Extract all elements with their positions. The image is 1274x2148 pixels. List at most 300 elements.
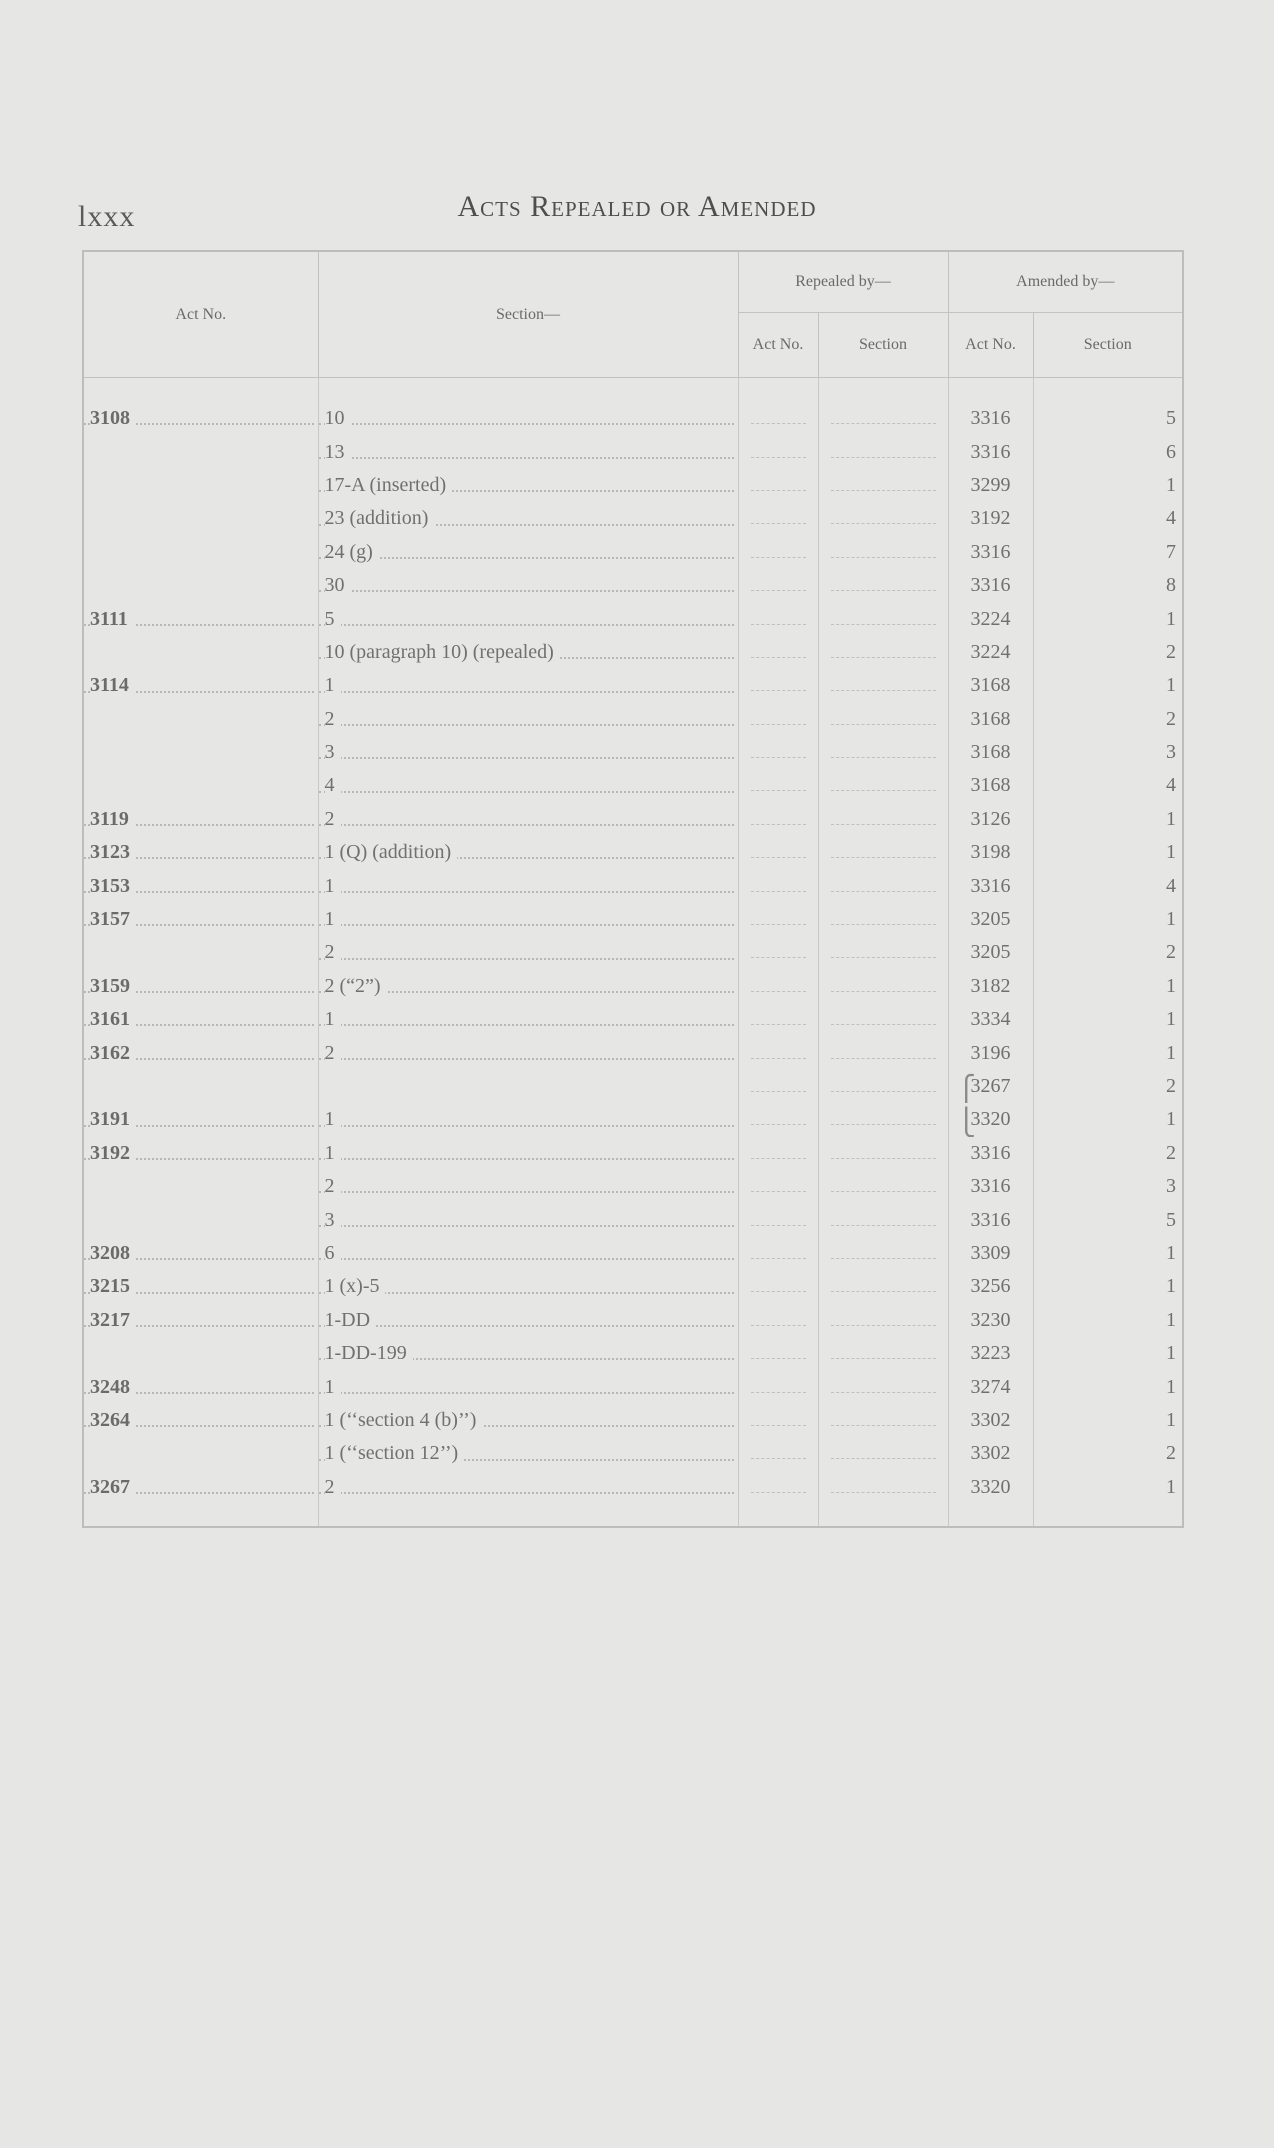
repealed-act-cell <box>738 469 818 502</box>
repealed-section-cell <box>818 903 948 936</box>
amended-act-cell <box>948 1170 1033 1203</box>
repealed-section-cell <box>818 736 948 769</box>
table-row <box>83 769 1183 802</box>
table-row <box>83 1103 1183 1136</box>
header-section: Section— <box>318 251 738 378</box>
amended-act-number: 3192 <box>970 507 1011 530</box>
repealed-section-cell <box>818 602 948 635</box>
amended-act-number: 3224 <box>970 607 1011 630</box>
amended-section-number: 5 <box>1166 1208 1177 1231</box>
amended-act-cell <box>948 836 1033 869</box>
table-row <box>83 1237 1183 1270</box>
amended-act-number: 3302 <box>970 1442 1011 1465</box>
amended-act-cell <box>948 1304 1033 1337</box>
amended-act-cell <box>948 1003 1033 1036</box>
act-number: 3157 <box>90 908 136 930</box>
act-number-cell <box>83 836 318 869</box>
section-cell <box>318 536 738 569</box>
act-number: 3114 <box>90 674 135 696</box>
repealed-section-cell <box>818 1370 948 1403</box>
amended-section-number: 1 <box>1166 807 1177 830</box>
amended-act-cell <box>948 869 1033 902</box>
amended-act-number: 3182 <box>970 974 1011 997</box>
act-number-cell <box>83 1370 318 1403</box>
repealed-act-cell <box>738 1003 818 1036</box>
amended-act-cell <box>948 502 1033 535</box>
act-number-cell <box>83 1471 318 1504</box>
act-number-cell <box>83 536 318 569</box>
table-row <box>83 1404 1183 1437</box>
act-number-cell <box>83 602 318 635</box>
amended-section-cell <box>1033 1437 1183 1470</box>
table-row <box>83 1003 1183 1036</box>
repealed-act-cell <box>738 936 818 969</box>
amended-act-cell <box>948 736 1033 769</box>
act-number-cell <box>83 769 318 802</box>
repealed-section-cell <box>818 836 948 869</box>
section-text: 13 <box>325 441 351 463</box>
amended-act-number: 3126 <box>970 807 1011 830</box>
amended-act-number: 3316 <box>970 1175 1011 1198</box>
amended-section-number: 2 <box>1166 1075 1177 1097</box>
table-body <box>83 378 1183 1527</box>
amended-act-number: 3168 <box>970 707 1011 730</box>
amended-section-cell <box>1033 1170 1183 1203</box>
amended-act-cell <box>948 1370 1033 1403</box>
amended-section-number: 1 <box>1166 674 1177 697</box>
section-text: 23 (addition) <box>325 507 435 529</box>
amended-section-cell <box>1033 536 1183 569</box>
section-cell <box>318 1237 738 1270</box>
section-cell <box>318 869 738 902</box>
amended-act-number: 3267 <box>970 1075 1011 1097</box>
amended-section-cell <box>1033 1070 1183 1103</box>
amended-section-cell <box>1033 669 1183 702</box>
amended-act-cell <box>948 1137 1033 1170</box>
repealed-act-cell <box>738 1137 818 1170</box>
amended-act-number: 3320 <box>970 1108 1011 1131</box>
amended-section-cell <box>1033 1036 1183 1069</box>
table-row <box>83 1471 1183 1504</box>
amended-act-number: 3230 <box>970 1308 1011 1331</box>
table-row <box>83 669 1183 702</box>
amended-section-number: 1 <box>1166 607 1177 630</box>
amended-section-number: 1 <box>1166 1408 1177 1431</box>
section-cell <box>318 402 738 435</box>
section-cell <box>318 1203 738 1236</box>
amended-act-number: 3316 <box>970 440 1011 463</box>
amended-section-cell <box>1033 1471 1183 1504</box>
section-cell <box>318 502 738 535</box>
table-row <box>83 1070 1183 1103</box>
act-number-cell <box>83 669 318 702</box>
section-text: 2 (“2”) <box>325 975 387 997</box>
amended-act-number: 3316 <box>970 574 1011 597</box>
amended-act-cell <box>948 569 1033 602</box>
table-row <box>83 1370 1183 1403</box>
act-number-cell <box>83 636 318 669</box>
repealed-section-cell <box>818 469 948 502</box>
amended-act-number: 3223 <box>970 1342 1011 1365</box>
amended-section-cell <box>1033 569 1183 602</box>
act-number-cell <box>83 402 318 435</box>
amended-act-number: 3168 <box>970 774 1011 797</box>
amended-act-cell <box>948 1036 1033 1069</box>
act-number: 3119 <box>90 808 135 830</box>
amended-section-cell <box>1033 970 1183 1003</box>
amended-section-number: 3 <box>1166 1175 1177 1198</box>
repealed-section-cell <box>818 1003 948 1036</box>
section-text: 1 (x)-5 <box>325 1275 386 1297</box>
header-amended-act-no: Act No. <box>948 313 1033 378</box>
section-text: 24 (g) <box>325 541 379 563</box>
table-row <box>83 736 1183 769</box>
repealed-act-cell <box>738 502 818 535</box>
repealed-act-cell <box>738 1404 818 1437</box>
table-row <box>83 836 1183 869</box>
section-text: 1 (‘‘section 4 (b)’’) <box>325 1409 483 1431</box>
act-number-cell <box>83 1170 318 1203</box>
amended-act-number: 3309 <box>970 1241 1011 1264</box>
amended-section-number: 6 <box>1166 440 1177 463</box>
section-text: 1 <box>325 908 341 930</box>
section-cell <box>318 1404 738 1437</box>
table-row <box>83 569 1183 602</box>
section-cell <box>318 1137 738 1170</box>
section-cell <box>318 769 738 802</box>
page-number: lxxx <box>78 200 136 233</box>
repealed-act-cell <box>738 1437 818 1470</box>
amended-section-cell <box>1033 602 1183 635</box>
section-cell <box>318 903 738 936</box>
repealed-section-cell <box>818 1237 948 1270</box>
section-text: 1-DD <box>325 1309 377 1331</box>
repealed-act-cell <box>738 703 818 736</box>
table-row <box>83 402 1183 435</box>
amended-section-number: 2 <box>1166 941 1177 964</box>
table-row <box>83 1203 1183 1236</box>
amended-section-number: 8 <box>1166 574 1177 597</box>
amended-act-number: 3205 <box>970 908 1011 931</box>
amended-section-number: 1 <box>1166 1041 1177 1064</box>
amended-section-number: 2 <box>1166 707 1177 730</box>
amended-act-cell <box>948 1337 1033 1370</box>
act-number: 3123 <box>90 841 136 863</box>
table-row <box>83 803 1183 836</box>
amended-section-cell <box>1033 703 1183 736</box>
act-number-cell <box>83 1404 318 1437</box>
repealed-section-cell <box>818 669 948 702</box>
section-text: 10 (paragraph 10) (repealed) <box>325 641 560 663</box>
act-number-cell <box>83 1036 318 1069</box>
amended-section-number: 3 <box>1166 741 1177 764</box>
act-number-cell <box>83 502 318 535</box>
section-cell <box>318 469 738 502</box>
amended-act-cell <box>948 803 1033 836</box>
table-row <box>83 502 1183 535</box>
act-number: 3162 <box>90 1042 136 1064</box>
repealed-act-cell <box>738 636 818 669</box>
section-text: 4 <box>325 774 341 796</box>
amended-section-number: 1 <box>1166 974 1177 997</box>
amended-section-cell <box>1033 869 1183 902</box>
repealed-section-cell <box>818 803 948 836</box>
repealed-section-cell <box>818 1170 948 1203</box>
amended-act-cell <box>948 1471 1033 1504</box>
section-text: 6 <box>325 1242 341 1264</box>
amended-act-number: 3256 <box>970 1275 1011 1298</box>
amended-act-cell <box>948 1270 1033 1303</box>
section-text: 3 <box>325 1209 341 1231</box>
act-number: 3153 <box>90 875 136 897</box>
section-cell <box>318 1003 738 1036</box>
repealed-section-cell <box>818 1103 948 1136</box>
amended-section-cell <box>1033 803 1183 836</box>
amended-act-cell <box>948 402 1033 435</box>
amended-section-number: 2 <box>1166 1442 1177 1465</box>
repealed-section-cell <box>818 636 948 669</box>
amended-section-number: 7 <box>1166 540 1177 563</box>
amended-act-cell <box>948 1404 1033 1437</box>
repealed-act-cell <box>738 1304 818 1337</box>
repealed-act-cell <box>738 1070 818 1103</box>
act-number: 3264 <box>90 1409 136 1431</box>
act-number-cell <box>83 1070 318 1103</box>
act-number-cell <box>83 1270 318 1303</box>
amended-act-number: 3196 <box>970 1041 1011 1064</box>
repealed-section-cell <box>818 402 948 435</box>
repealed-section-cell <box>818 769 948 802</box>
act-number-cell <box>83 1103 318 1136</box>
section-text: 1 <box>325 1108 341 1130</box>
act-number: 3108 <box>90 407 136 429</box>
amended-act-cell <box>948 1237 1033 1270</box>
table-row <box>83 435 1183 468</box>
repealed-section-cell <box>818 1471 948 1504</box>
section-cell <box>318 669 738 702</box>
amended-section-number: 4 <box>1166 874 1177 897</box>
repealed-section-cell <box>818 536 948 569</box>
act-number-cell <box>83 435 318 468</box>
amended-section-cell <box>1033 1270 1183 1303</box>
amended-act-cell <box>948 903 1033 936</box>
amended-section-number: 5 <box>1166 407 1177 430</box>
act-number-cell <box>83 1237 318 1270</box>
repealed-act-cell <box>738 569 818 602</box>
amended-section-number: 2 <box>1166 1141 1177 1164</box>
amended-section-cell <box>1033 1137 1183 1170</box>
section-text: 2 <box>325 1042 341 1064</box>
spacer-row <box>83 1504 1183 1527</box>
section-text: 1 (Q) (addition) <box>325 841 458 863</box>
act-number: 3248 <box>90 1376 136 1398</box>
amended-section-cell <box>1033 1304 1183 1337</box>
amended-act-number: 3316 <box>970 1141 1011 1164</box>
repealed-act-cell <box>738 1370 818 1403</box>
section-text: 1 <box>325 1376 341 1398</box>
table-row <box>83 469 1183 502</box>
table-row <box>83 970 1183 1003</box>
act-number: 3159 <box>90 975 136 997</box>
act-number: 3192 <box>90 1142 136 1164</box>
amended-section-number: 1 <box>1166 1275 1177 1298</box>
amended-section-cell <box>1033 836 1183 869</box>
table-row <box>83 903 1183 936</box>
section-cell <box>318 1337 738 1370</box>
amended-section-cell <box>1033 435 1183 468</box>
section-text: 1 <box>325 674 341 696</box>
acts-table <box>82 250 1184 1528</box>
amended-section-cell <box>1033 1370 1183 1403</box>
repealed-section-cell <box>818 1137 948 1170</box>
amended-act-cell <box>948 435 1033 468</box>
page-title: Acts Repealed or Amended <box>457 190 817 223</box>
repealed-section-cell <box>818 1270 948 1303</box>
header-act-no: Act No. <box>83 251 318 378</box>
repealed-section-cell <box>818 1337 948 1370</box>
table-row <box>83 1437 1183 1470</box>
repealed-act-cell <box>738 1203 818 1236</box>
amended-section-number: 1 <box>1166 1241 1177 1264</box>
section-cell <box>318 736 738 769</box>
act-number: 3191 <box>90 1108 136 1130</box>
amended-section-cell <box>1033 1337 1183 1370</box>
amended-section-number: 1 <box>1166 908 1177 931</box>
amended-section-number: 2 <box>1166 640 1177 663</box>
section-text: 1-DD-199 <box>325 1342 413 1364</box>
table-row <box>83 536 1183 569</box>
section-text: 2 <box>325 708 341 730</box>
act-number-cell <box>83 936 318 969</box>
repealed-act-cell <box>738 736 818 769</box>
section-cell <box>318 1270 738 1303</box>
amended-act-cell <box>948 636 1033 669</box>
table-row <box>83 1137 1183 1170</box>
amended-section-number: 4 <box>1166 507 1177 530</box>
act-number: 3161 <box>90 1008 136 1030</box>
repealed-act-cell <box>738 1270 818 1303</box>
amended-section-cell <box>1033 769 1183 802</box>
section-cell <box>318 636 738 669</box>
section-text: 5 <box>325 608 341 630</box>
amended-section-cell <box>1033 502 1183 535</box>
section-cell <box>318 1103 738 1136</box>
section-text: 2 <box>325 1476 341 1498</box>
section-text: 2 <box>325 1175 341 1197</box>
repealed-section-cell <box>818 1203 948 1236</box>
section-cell <box>318 803 738 836</box>
amended-act-number: 3274 <box>970 1375 1011 1398</box>
repealed-act-cell <box>738 1036 818 1069</box>
repealed-act-cell <box>738 602 818 635</box>
spacer-row <box>83 378 1183 403</box>
section-cell <box>318 1370 738 1403</box>
section-text: 1 <box>325 875 341 897</box>
amended-section-cell <box>1033 1203 1183 1236</box>
table-row <box>83 869 1183 902</box>
amended-section-number: 4 <box>1166 774 1177 797</box>
act-number-cell <box>83 803 318 836</box>
repealed-act-cell <box>738 903 818 936</box>
section-cell <box>318 1471 738 1504</box>
repealed-act-cell <box>738 803 818 836</box>
header-amended-by: Amended by— <box>948 251 1183 313</box>
amended-act-number: 3316 <box>970 874 1011 897</box>
repealed-act-cell <box>738 536 818 569</box>
section-text: 10 <box>325 407 351 429</box>
amended-act-cell <box>948 536 1033 569</box>
act-number-cell <box>83 1337 318 1370</box>
amended-act-cell <box>948 469 1033 502</box>
section-cell <box>318 936 738 969</box>
section-cell <box>318 1170 738 1203</box>
repealed-act-cell <box>738 970 818 1003</box>
amended-act-number: 3320 <box>970 1475 1011 1498</box>
act-number-cell <box>83 736 318 769</box>
repealed-section-cell <box>818 970 948 1003</box>
amended-act-number: 3224 <box>970 640 1011 663</box>
section-text: 1 <box>325 1142 341 1164</box>
repealed-section-cell <box>818 936 948 969</box>
amended-act-cell <box>948 1070 1033 1103</box>
amended-section-cell <box>1033 469 1183 502</box>
amended-act-number: 3168 <box>970 741 1011 764</box>
amended-act-number: 3302 <box>970 1408 1011 1431</box>
repealed-act-cell <box>738 836 818 869</box>
act-number-cell <box>83 703 318 736</box>
header-amended-section: Section <box>1033 313 1183 378</box>
header-repealed-by: Repealed by— <box>738 251 948 313</box>
section-cell <box>318 435 738 468</box>
section-cell <box>318 836 738 869</box>
section-cell <box>318 602 738 635</box>
amended-section-cell <box>1033 903 1183 936</box>
repealed-section-cell <box>818 435 948 468</box>
repealed-act-cell <box>738 1471 818 1504</box>
act-number-cell <box>83 869 318 902</box>
amended-section-cell <box>1033 1237 1183 1270</box>
header-repealed-act-no: Act No. <box>738 313 818 378</box>
repealed-section-cell <box>818 502 948 535</box>
act-number: 3208 <box>90 1242 136 1264</box>
amended-section-cell <box>1033 736 1183 769</box>
amended-act-number: 3168 <box>970 674 1011 697</box>
amended-section-number: 1 <box>1166 1008 1177 1031</box>
amended-section-cell <box>1033 636 1183 669</box>
amended-act-cell <box>948 602 1033 635</box>
act-number-cell <box>83 903 318 936</box>
table-row <box>83 636 1183 669</box>
table-row <box>83 1170 1183 1203</box>
section-cell <box>318 1437 738 1470</box>
section-text: 17-A (inserted) <box>325 474 453 496</box>
section-cell <box>318 1304 738 1337</box>
table-row <box>83 703 1183 736</box>
section-cell <box>318 1036 738 1069</box>
amended-act-cell <box>948 936 1033 969</box>
amended-act-cell <box>948 1103 1033 1136</box>
repealed-act-cell <box>738 1337 818 1370</box>
brace-mark: ⎧ <box>956 1075 976 1104</box>
repealed-act-cell <box>738 769 818 802</box>
act-number: 3111 <box>90 608 134 630</box>
brace-mark: ⎩ <box>956 1108 976 1137</box>
amended-section-number: 1 <box>1166 1475 1177 1498</box>
amended-section-cell <box>1033 1003 1183 1036</box>
amended-section-number: 1 <box>1166 1375 1177 1398</box>
amended-section-cell <box>1033 1103 1183 1136</box>
section-text: 3 <box>325 741 341 763</box>
